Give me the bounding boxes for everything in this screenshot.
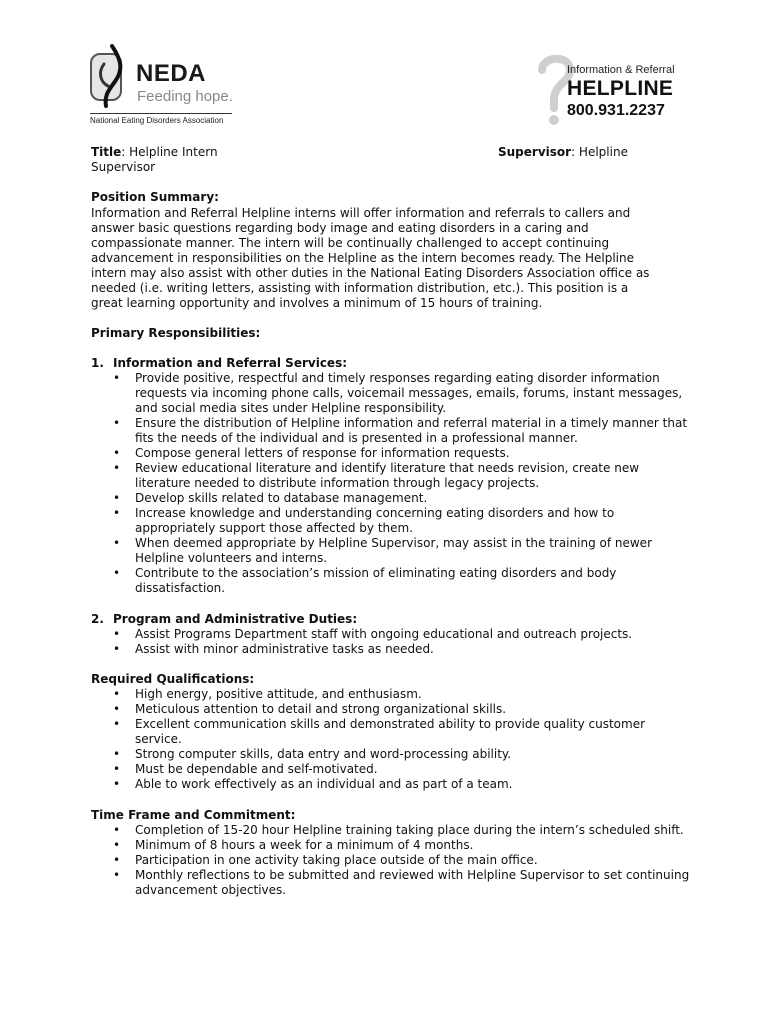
bullet: • (113, 868, 121, 882)
supervisor-line (498, 145, 628, 160)
section-program-admin (91, 612, 691, 657)
bullet: • (113, 446, 121, 460)
list-item: • Strong computer skills, data entry and word-processing ability. (113, 747, 512, 761)
list-item: • Meticulous attention to detail and strong organizational skills. (113, 702, 507, 716)
list-item: • Excellent communication skills and demonstrated ability to provide quality customer service. (113, 717, 646, 746)
neda-name: NEDA (136, 60, 207, 87)
bullet: • (113, 702, 121, 716)
bullet: • (113, 627, 121, 641)
bullet: • (113, 491, 121, 505)
section-qualifications (91, 672, 691, 792)
neda-org-name: National Eating Disorders Association (90, 116, 224, 125)
title-value: : Helpline Intern (121, 145, 218, 159)
list-item: • Review educational literature and identify literature that needs revision, create new literature needed to distribute information through legacy projects. (113, 461, 640, 490)
list-item: • Provide positive, respectful and timely responses regarding eating disorder information requests via incoming phone calls, voicemail messages, emails, forums, instant messages, and social media sites under Helpline responsibility. (113, 371, 683, 415)
helpline-wordmark: HELPLINE (567, 77, 674, 100)
list-item: • Participation in one activity taking place outside of the main office. (113, 853, 538, 867)
list-item: • Completion of 15-20 hour Helpline training taking place during the intern’s scheduled shift. (113, 823, 684, 837)
bullet-list (91, 823, 691, 898)
qualifications-heading: Required Qualifications: (91, 672, 255, 686)
section-title: Information and Referral Services: (113, 356, 348, 370)
bullet: • (113, 566, 121, 580)
list-item: • Develop skills related to database management. (113, 491, 428, 505)
list-item: • Compose general letters of response for information requests. (113, 446, 510, 460)
bullet-list (91, 371, 691, 596)
supervisor-label: Supervisor (498, 145, 572, 159)
list-item: • Must be dependable and self-motivated. (113, 762, 378, 776)
bullet: • (113, 853, 121, 867)
bullet: • (113, 506, 121, 520)
list-item: • Contribute to the association’s mission of eliminating eating disorders and body dissatisfaction. (113, 566, 617, 595)
summary-heading: Position Summary: (91, 190, 219, 204)
neda-logo (90, 44, 250, 126)
list-item: • Increase knowledge and understanding concerning eating disorders and how to appropriately support those affected by them. (113, 506, 615, 535)
primary-heading: Primary Responsibilities: (91, 326, 261, 340)
list-item: • High energy, positive attitude, and enthusiasm. (113, 687, 422, 701)
section-number: 1. (91, 356, 104, 370)
bullet-list (91, 627, 691, 657)
section-information-referral (91, 356, 691, 596)
bullet: • (113, 416, 121, 430)
bullet: • (113, 777, 121, 791)
list-item: • Assist with minor administrative tasks as needed. (113, 642, 434, 656)
helpline-logo (536, 48, 686, 130)
section-number: 2. (91, 612, 104, 626)
list-item: • Assist Programs Department staff with ongoing educational and outreach projects. (113, 627, 633, 641)
list-item: • Minimum of 8 hours a week for a minimum of 4 months. (113, 838, 474, 852)
bullet: • (113, 536, 121, 550)
section-header (91, 356, 691, 371)
bullet: • (113, 762, 121, 776)
bullet: • (113, 642, 121, 656)
list-item: • Ensure the distribution of Helpline information and referral material in a timely manner that fits the needs of the individual and is presented in a professional manner. (113, 416, 688, 445)
bullet: • (113, 371, 121, 385)
supervisor-value: : Helpline (571, 145, 628, 159)
list-item: • Able to work effectively as an individual and as part of a team. (113, 777, 513, 791)
title-label: Title (91, 145, 122, 159)
helpline-phone: 800.931.2237 (567, 102, 665, 119)
section-title: Program and Administrative Duties: (113, 612, 358, 626)
list-item: • When deemed appropriate by Helpline Supervisor, may assist in the training of newer Helpline volunteers and interns. (113, 536, 652, 565)
bullet: • (113, 717, 121, 731)
neda-tagline: Feeding hope. (137, 88, 233, 105)
bullet: • (113, 838, 121, 852)
neda-divider (90, 113, 232, 114)
list-item: • Monthly reflections to be submitted and reviewed with Helpline Supervisor to set continuing advancement objectives. (113, 868, 690, 897)
bullet: • (113, 747, 121, 761)
title-continuation: Supervisor (91, 160, 156, 174)
summary-body: Information and Referral Helpline interns will offer information and referrals to callers and answer basic questions regarding body image and eating disorders in a caring and compassionate manner. The intern will be continually challenged to accept continuing advancement in responsibilities on the Helpline as the intern becomes ready. The Helpline intern may also assist with other duties in the National Eating Disorders Association office as needed (i.e. writing letters, assisting with information distribution, etc.). This position is a great learning opportunity and involves a minimum of 15 hours of training. (91, 206, 650, 310)
timeframe-heading: Time Frame and Commitment: (91, 808, 296, 822)
helpline-subtitle: Information & Referral (567, 64, 675, 76)
bullet: • (113, 687, 121, 701)
bullet: • (113, 823, 121, 837)
section-timeframe (91, 808, 691, 898)
neda-emblem-icon (90, 44, 132, 108)
bullet-list (91, 687, 691, 792)
bullet: • (113, 461, 121, 475)
section-header (91, 612, 691, 627)
